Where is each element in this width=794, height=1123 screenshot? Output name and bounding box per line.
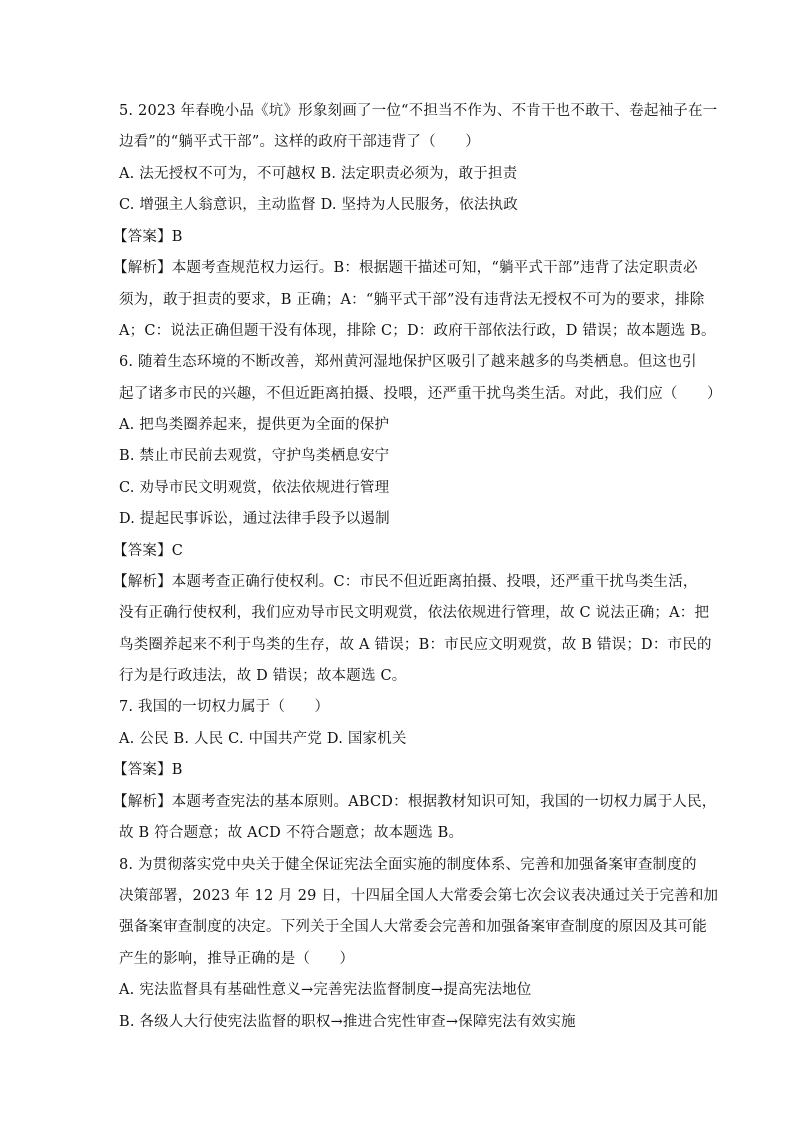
- q8-stem-line-3: 强备案审查制度的决定。下列关于全国人大常委会完善和加强备案审查制度的原因及其可能: [119, 919, 707, 935]
- q6-stem-line-1: 6. 随着生态环境的不断改善，郑州黄河湿地保护区吸引了越来越多的鸟类栖息。但这也引: [119, 354, 697, 370]
- q7-answer: 【答案】B: [113, 762, 183, 778]
- q5-analysis-line-1: 【解析】本题考查规范权力运行。B：根据题干描述可知，“躺平式干部”违背了法定职责必: [113, 260, 698, 276]
- q5-analysis-line-2: 须为，敢于担责的要求，B 正确；A：“躺平式干部”没有违背法无授权不可为的要求，排除: [119, 292, 705, 308]
- q8-option-b: B. 各级人大行使宪法监督的职权→推进合宪性审查→保障宪法有效实施: [119, 1014, 576, 1030]
- q5-stem-line-1: 5. 2023 年春晚小品《坑》形象刻画了一位“不担当不作为、不肯干也不敢干、卷起袖子在一: [119, 103, 718, 119]
- q8-stem-line-2: 决策部署，2023 年 12 月 29 日，十四届全国人大常委会第七次会议表决通过关于完善和加: [119, 888, 719, 904]
- q5-options-ab: A. 法无授权不可为，不可越权 B. 法定职责必须为，敢于担责: [119, 166, 518, 182]
- q6-stem-line-2: 起了诸多市民的兴趣，不但近距离拍摄、投喂，还严重干扰鸟类生活。对此，我们应（ ）: [119, 386, 722, 402]
- q7-options: A. 公民 B. 人民 C. 中国共产党 D. 国家机关: [119, 731, 407, 747]
- q5-answer: 【答案】B: [113, 229, 183, 245]
- q8-option-a: A. 宪法监督具有基础性意义→完善宪法监督制度→提高宪法地位: [119, 982, 532, 998]
- q6-analysis-line-1: 【解析】本题考查正确行使权利。C：市民不但近距离拍摄、投喂，还严重干扰鸟类生活，: [113, 574, 698, 590]
- q8-stem-line-1: 8. 为贯彻落实党中央关于健全保证宪法全面实施的制度体系、完善和加强备案审查制度的: [119, 857, 697, 873]
- q5-analysis-line-3: A；C：说法正确但题干没有体现，排除 C；D：政府干部依法行政，D 错误；故本题选 B。: [119, 323, 716, 339]
- q6-analysis-line-3: 鸟类圈养起来不利于鸟类的生存，故 A 错误；B：市民应文明观赏，故 B 错误；D：市民的: [119, 637, 712, 653]
- q6-answer: 【答案】C: [113, 543, 184, 559]
- q6-option-a: A. 把鸟类圈养起来，提供更为全面的保护: [119, 417, 390, 433]
- q8-stem-line-4: 产生的影响，推导正确的是（ ）: [119, 951, 355, 967]
- q6-option-c: C. 劝导市民文明观赏，依法依规进行管理: [119, 480, 390, 496]
- q7-stem: 7. 我国的一切权力属于（ ）: [119, 699, 330, 715]
- q7-analysis-line-2: 故 B 符合题意；故 ACD 不符合题意；故本题选 B。: [119, 825, 464, 841]
- q6-option-d: D. 提起民事诉讼，通过法律手段予以遏制: [119, 511, 390, 527]
- q7-analysis-line-1: 【解析】本题考查宪法的基本原则。ABCD：根据教材知识可知，我国的一切权力属于人民，: [113, 794, 717, 810]
- q5-options-cd: C. 增强主人翁意识，主动监督 D. 坚持为人民服务，依法执政: [119, 197, 518, 213]
- q6-option-b: B. 禁止市民前去观赏，守护鸟类栖息安宁: [119, 448, 390, 464]
- q6-analysis-line-4: 行为是行政违法，故 D 错误；故本题选 C。: [119, 668, 407, 684]
- q6-analysis-line-2: 没有正确行使权利，我们应劝导市民文明观赏，依法依规进行管理，故 C 说法正确；A：把: [119, 605, 710, 621]
- q5-stem-line-2: 边看”的“躺平式干部”。这样的政府干部违背了（ ）: [119, 134, 480, 150]
